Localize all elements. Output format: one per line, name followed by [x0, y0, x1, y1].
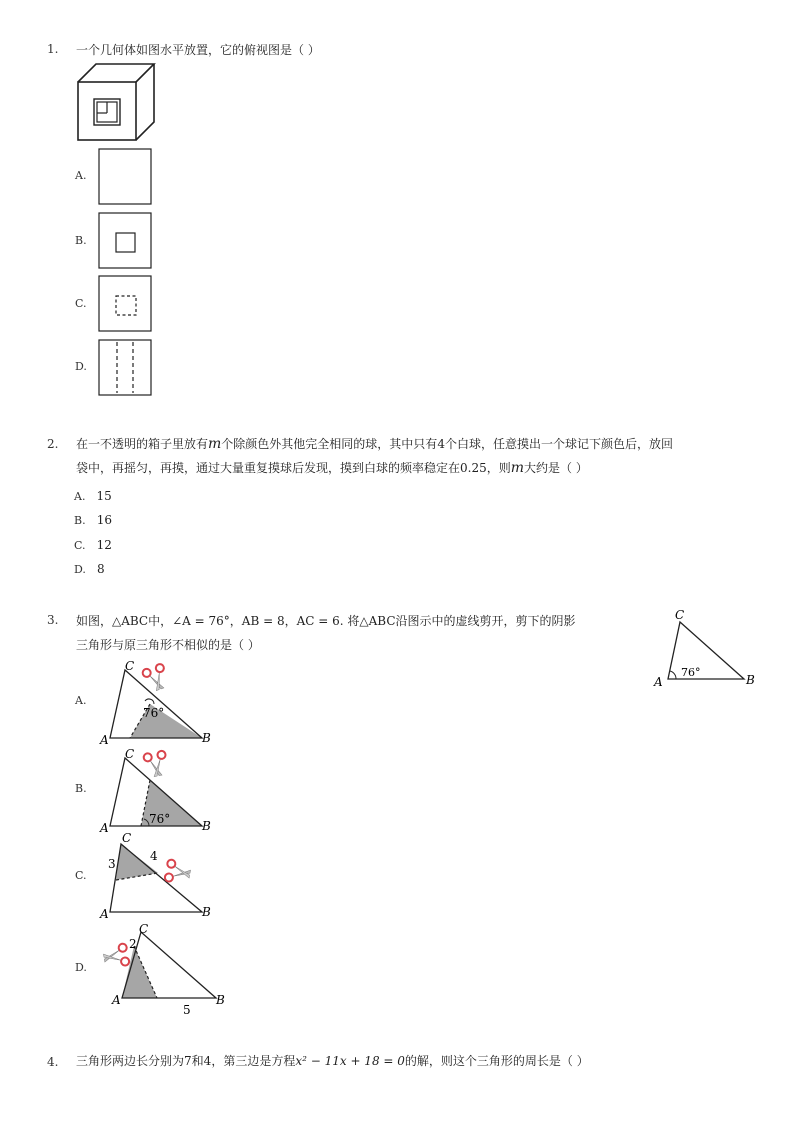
q2-stem-line2: 袋中，再摇匀，再摸，通过大量重复摸球后发现，摸到白球的频率稳定在0.25，则m大约是（ ）: [76, 460, 588, 476]
q1-option-b-label[interactable]: B.: [75, 234, 87, 247]
q1-option-d-figure[interactable]: [98, 339, 154, 397]
q3b-label-b: B: [202, 819, 211, 833]
q2-number: 2.: [47, 437, 59, 451]
q3c-label-a: A: [100, 907, 109, 921]
q2-option-a-label: A.: [74, 490, 86, 503]
q3a-label-c: C: [125, 659, 135, 673]
q2-option-b[interactable]: [74, 509, 112, 528]
q1-option-b-figure[interactable]: [98, 212, 154, 270]
q3-option-b-label[interactable]: B.: [75, 782, 87, 795]
q2-option-c-label: C.: [74, 539, 86, 552]
q3-option-d-figure[interactable]: [96, 918, 225, 1018]
q2-option-b-label: B.: [74, 514, 86, 527]
q2-option-a[interactable]: [74, 485, 112, 504]
q1-stem: 一个几何体如图水平放置，它的俯视图是（ ）: [76, 43, 320, 57]
q2-stem-line1: 在一不透明的箱子里放有m个除颜色外其他完全相同的球，其中只有4个白球，任意摸出一个球记下颜色后，放回: [76, 436, 673, 452]
q2-option-d-value: 8: [97, 562, 105, 576]
ref-label-a: A: [654, 675, 663, 689]
scissors-icon: [143, 750, 169, 777]
q2-option-d[interactable]: [74, 558, 105, 577]
q3c-label-c: C: [122, 831, 132, 845]
q3b-label-c: C: [125, 747, 135, 761]
q3a-label-b: B: [202, 731, 211, 745]
q3-stem-line2: 三角形与原三角形不相似的是（ ）: [76, 638, 260, 652]
q1-option-a-label[interactable]: A.: [75, 169, 87, 182]
scissors-icon: [164, 859, 191, 885]
q3-stem-line1: 如图，△ABC中，∠A = 76°，AB = 8，AC = 6. 将△ABC沿图示中的虚线剪开，剪下的阴影: [76, 614, 576, 628]
q3-option-c-label[interactable]: C.: [75, 869, 87, 882]
q2-option-c-value: 12: [96, 538, 112, 552]
q1-option-c-label[interactable]: C.: [75, 297, 87, 310]
scissors-icon: [102, 943, 129, 969]
ref-label-b: B: [746, 673, 755, 687]
q3a-angle-label: 76°: [143, 706, 165, 720]
q3d-label-c: C: [139, 922, 149, 936]
q2-option-c[interactable]: [74, 534, 112, 553]
q1-cube-figure: [76, 62, 158, 144]
q3d-label-b: B: [216, 993, 225, 1007]
q1-option-a-figure[interactable]: [98, 148, 154, 206]
q3d-side-label-2: 2: [129, 937, 137, 951]
ref-angle-label: 76°: [681, 666, 701, 679]
q1-number: 1.: [47, 42, 59, 56]
q4-number: 4.: [47, 1055, 59, 1069]
q3-option-d-label[interactable]: D.: [75, 961, 87, 974]
q2-option-d-label: D.: [74, 563, 86, 576]
q3-option-b-figure[interactable]: [96, 746, 220, 836]
q3-option-a-label[interactable]: A.: [75, 694, 87, 707]
q2-option-a-value: 15: [96, 489, 112, 503]
q3-option-c-figure[interactable]: [96, 832, 220, 922]
q1-option-c-figure[interactable]: [98, 275, 154, 333]
q3b-label-a: A: [100, 821, 109, 835]
q4-stem: 三角形两边长分别为7和4，第三边是方程x² − 11x + 18 = 0的解，则这个三角形的周长是（ ）: [76, 1054, 589, 1068]
q3-reference-triangle: [650, 606, 760, 690]
q3d-side-label-5: 5: [183, 1003, 191, 1017]
q3-option-a-figure[interactable]: [96, 658, 220, 748]
q3-number: 3.: [47, 613, 59, 627]
q3d-label-a: A: [112, 993, 121, 1007]
q3a-label-a: A: [100, 733, 109, 747]
q3b-angle-label: 76°: [149, 812, 171, 826]
q3c-label-b: B: [202, 905, 211, 919]
q2-option-b-value: 16: [96, 513, 112, 527]
q3c-side-label-3: 3: [108, 857, 116, 871]
q3c-side-label-4: 4: [150, 849, 158, 863]
q1-option-d-label[interactable]: D.: [75, 360, 87, 373]
ref-label-c: C: [675, 608, 685, 622]
